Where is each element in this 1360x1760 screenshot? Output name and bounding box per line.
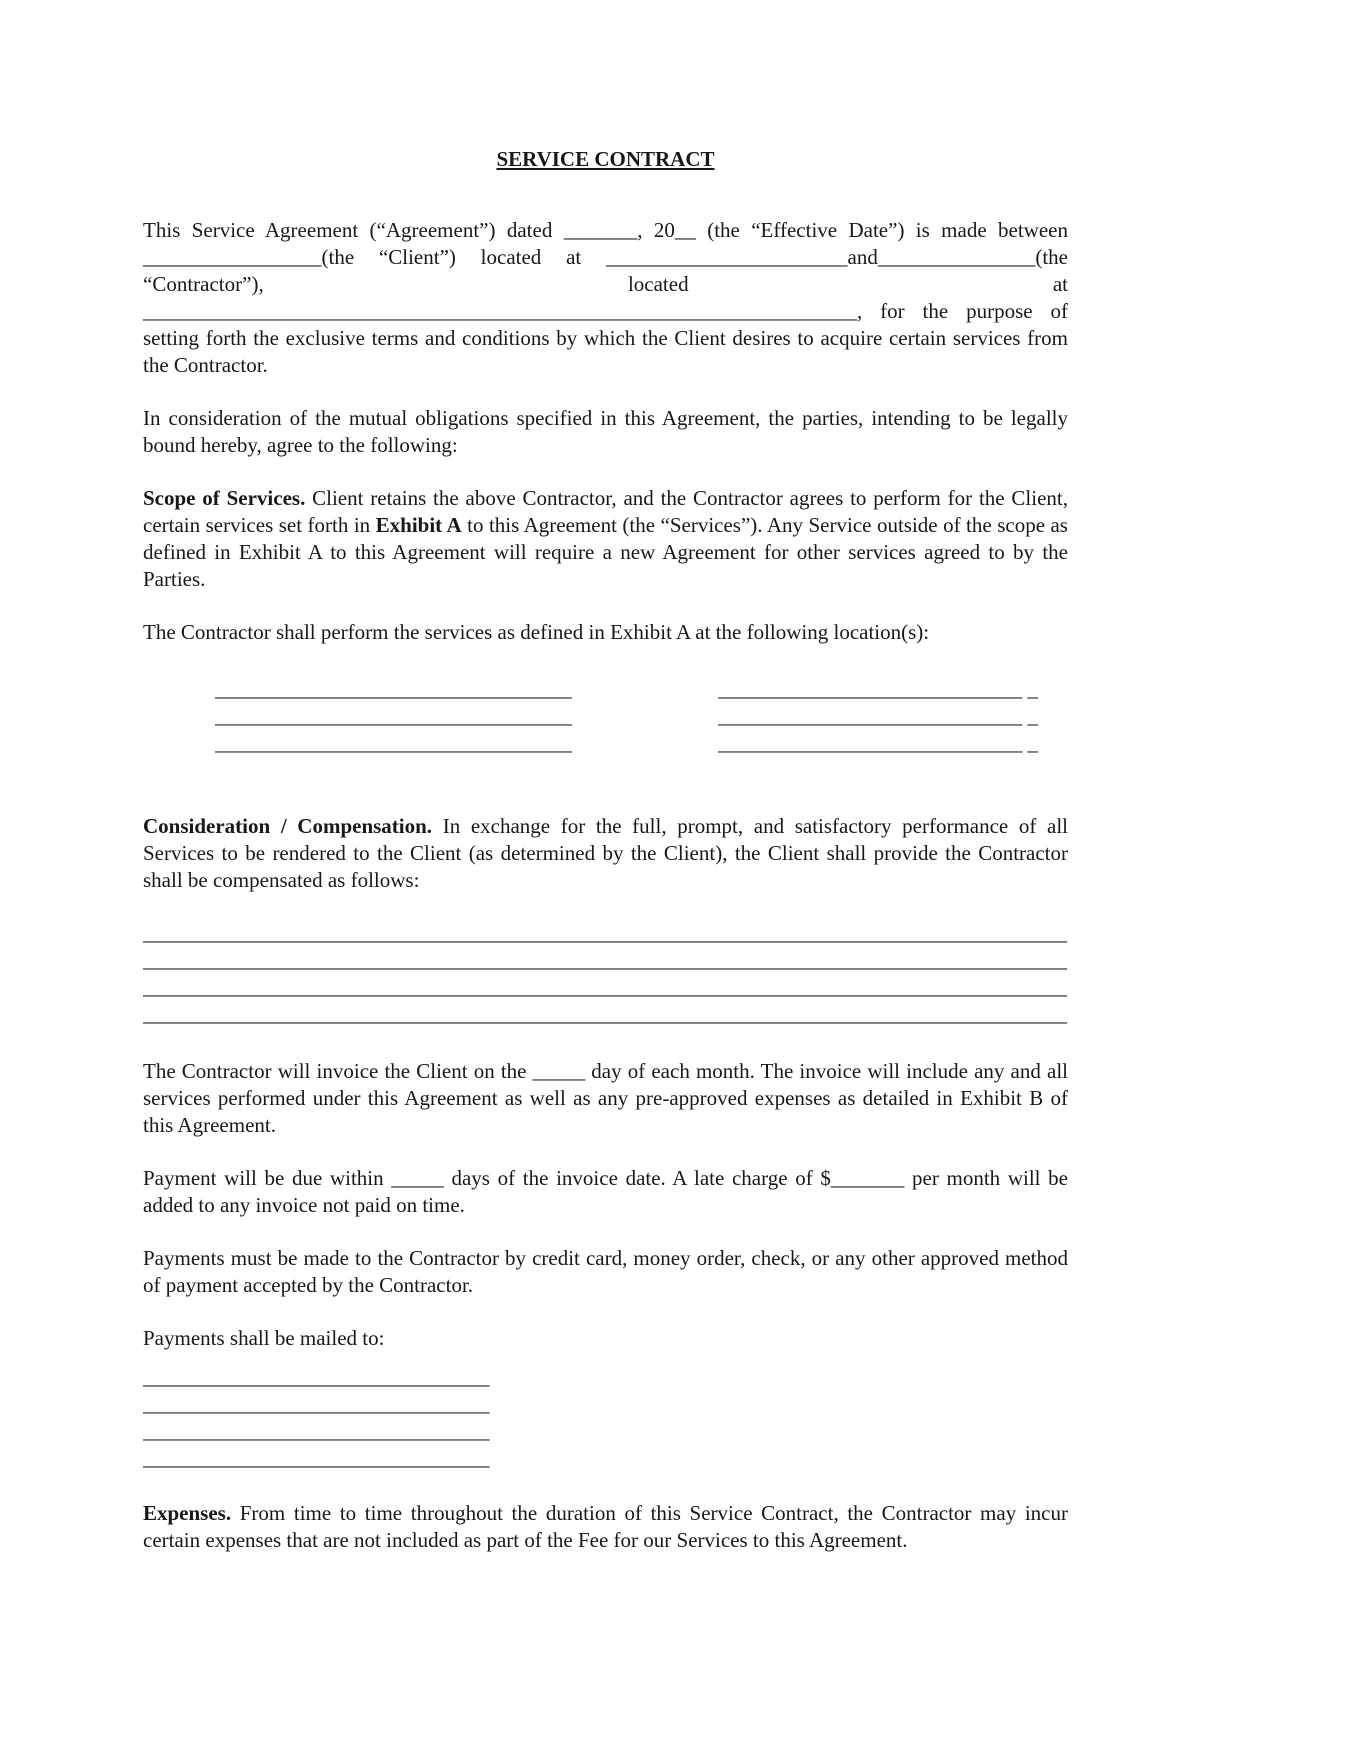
compensation-blank-line: ________________________________________________________________________________________ bbox=[143, 921, 1067, 945]
location-blank-line: _____________________________ _ bbox=[717, 704, 1038, 728]
locations-intro-paragraph: The Contractor shall perform the services as defined in Exhibit A at the following location(s): bbox=[143, 620, 930, 644]
expenses-heading: Expenses. bbox=[143, 1501, 232, 1525]
mail-to-paragraph: Payments shall be mailed to: bbox=[143, 1326, 385, 1350]
mailing-blank-line: _________________________________ bbox=[143, 1419, 490, 1443]
expenses-paragraph bbox=[143, 1500, 1068, 1554]
location-blank-line: __________________________________ bbox=[215, 677, 572, 701]
compensation-blank-line: ________________________________________________________________________________________ bbox=[143, 948, 1067, 972]
payment-method-paragraph: Payments must be made to the Contractor by credit card, money order, check, or any other approved method of payment accepted by the Contractor. bbox=[143, 1246, 1068, 1297]
scope-text-2: to this Agreement (the “Services”). Any Service outside of the scope as defined in Exhibit A to this Agreement will require a new Agreement for other services agreed to by the Parties. bbox=[143, 513, 1068, 591]
mailing-blank-line: _________________________________ bbox=[143, 1392, 490, 1416]
location-blank-line: _____________________________ _ bbox=[717, 731, 1038, 755]
compensation-paragraph bbox=[143, 813, 1068, 894]
scope-text-1: Client retains the above Contractor, and the Contractor agrees to perform for the Client, certain services set forth in bbox=[143, 486, 1068, 537]
payment-due-paragraph: Payment will be due within _____ days of the invoice date. A late charge of $_______ per month will be added to any invoice not paid on time. bbox=[143, 1166, 1068, 1217]
scope-of-services-paragraph bbox=[143, 485, 1068, 593]
mailing-blank-lines bbox=[143, 1364, 1068, 1472]
location-blank-line: __________________________________ bbox=[215, 731, 572, 755]
scope-heading: Scope of Services. bbox=[143, 486, 306, 510]
exhibit-a-label: Exhibit A bbox=[375, 513, 462, 537]
invoice-paragraph: The Contractor will invoice the Client on the _____ day of each month. The invoice will include any and all services performed under this Agreement as well as any pre-approved expenses as detailed in Exhibit B of this Agreement. bbox=[143, 1059, 1068, 1137]
location-lines-left-column bbox=[215, 676, 572, 757]
mailing-blank-line: _________________________________ bbox=[143, 1365, 490, 1389]
compensation-blank-line: ________________________________________________________________________________________ bbox=[143, 1002, 1067, 1026]
document-title: SERVICE CONTRACT bbox=[496, 147, 715, 171]
intro-paragraph: This Service Agreement (“Agreement”) dated _______, 20__ (the “Effective Date”) is made between _________________(the “Client”) located at _______________________and_______________(the “Contractor”), located at ____________________________________________________________________, for the purpose of setting forth the exclusive terms and conditions by which the Client desires to acquire certain services from the Contractor. bbox=[143, 218, 1068, 377]
location-blank-line: _____________________________ _ bbox=[717, 677, 1038, 701]
expenses-text: From time to time throughout the duration of this Service Contract, the Contractor may incur certain expenses that are not included as part of the Fee for our Services to this Agreement. bbox=[143, 1501, 1068, 1552]
mailing-blank-line: _________________________________ bbox=[143, 1446, 490, 1470]
compensation-blank-lines bbox=[143, 920, 1068, 1028]
compensation-heading: Consideration / Compensation. bbox=[143, 814, 433, 838]
location-lines-right-column bbox=[718, 676, 1038, 757]
location-blank-line: __________________________________ bbox=[215, 704, 572, 728]
compensation-text: In exchange for the full, prompt, and satisfactory performance of all Services to be rendered to the Client (as determined by the Client), the Client shall provide the Contractor shall be compensated as follows: bbox=[143, 814, 1068, 892]
compensation-blank-line: ________________________________________________________________________________________ bbox=[143, 975, 1067, 999]
location-blank-lines bbox=[215, 676, 1038, 757]
mutual-obligations-paragraph: In consideration of the mutual obligations specified in this Agreement, the parties, intending to be legally bound hereby, agree to the following: bbox=[143, 406, 1068, 457]
